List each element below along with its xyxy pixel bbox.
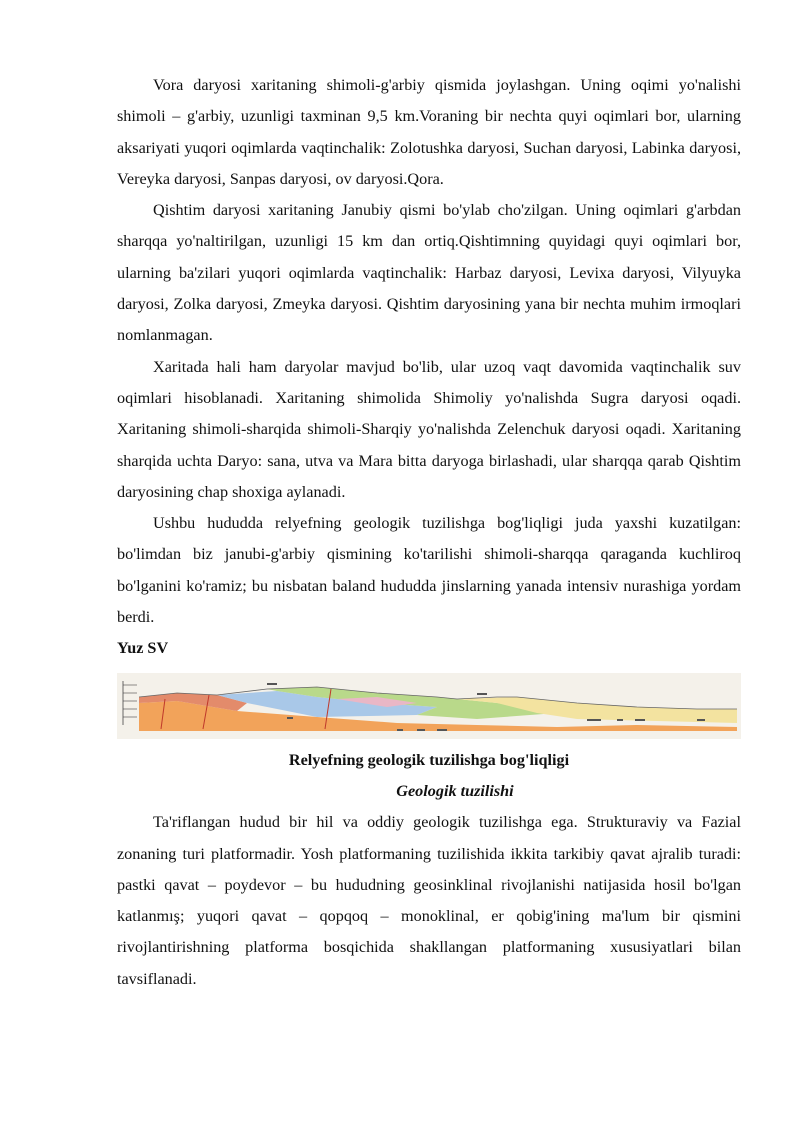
section-label: Yuz SV <box>117 639 169 658</box>
subheading-geological-structure: Geologik tuzilishi <box>396 781 514 800</box>
geological-cross-section-figure <box>117 673 741 739</box>
paragraph-temporary-streams: Xaritada hali ham daryolar mavjud bo'lib, ular uzoq vaqt davomida vaqtinchalik suv oqimlari hisoblanadi. Xaritaning shimolida Shimoliy yo'nalishda Sugra daryosi oqadi. Xaritaning shimoli-sharqida shimoli-Sharqiy yo'nalishda Zelenchuk daryosi oqadi. Xaritaning sharqida uchta Daryo: sana, utva va Mara bitta daryoga birlashadi, ular sharqqa qarab Qishtim daryosining chap shoxiga aylanadi. <box>117 357 741 501</box>
cross-section-image <box>117 673 741 739</box>
paragraph-relief-geology: Ushbu hududda relyefning geologik tuzilishga bog'liqligi juda yaxshi kuzatilgan: bo'limdan biz janubi-g'arbiy qismining ko'tarilishi shimoli-sharqqa qaraganda kuchliroq bo'lganini ko'ramiz; bu nisbatan baland hududda jinslarning yanada intensiv nurashiga yordam berdi. <box>117 514 741 627</box>
document-page <box>117 70 741 995</box>
paragraph-qishtim-river: Qishtim daryosi xaritaning Janubiy qismi bo'ylab cho'zilgan. Uning oqimlari g'arbdan sharqqa yo'naltirilgan, uzunligi 15 km dan ortiq.Qishtimning quyidagi quyi oqimlari bor, ularning ba'zilari yuqori oqimlarda vaqtinchalik: Harbaz daryosi, Levixa daryosi, Vilyuyka daryosi, Zolka daryosi, Zmeyka daryosi. Qishtim daryosining yana bir nechta muhim irmoqlari nomlanmagan. <box>117 201 741 345</box>
paragraph-vora-river: Vora daryosi xaritaning shimoli-g'arbiy qismida joylashgan. Uning oqimi yo'nalishi shimoli – g'arbiy, uzunligi taxminan 9,5 km.Voraning bir nechta quyi oqimlari bor, ularning aksariyati yuqori oqimlarda vaqtinchalik: Zolotushka daryosi, Suchan daryosi, Labinka daryosi, Vereyka daryosi, Sanpas daryosi, ov daryosi.Qora. <box>117 76 741 188</box>
figure-caption: Relyefning geologik tuzilishga bog'liqligi <box>288 750 570 769</box>
paragraph-geological-structure: Ta'riflangan hudud bir hil va oddiy geologik tuzilishga ega. Strukturaviy va Fazial zonaning turi platformadir. Yosh platformaning tuzilishida ikkita tarkibiy qavat ajralib turadi: pastki qavat – poydevor – bu hududning geosinklinal rivojlanishi natijasida hosil bo'lgan katlanmış; yuqori qavat – qopqoq – monoklinal, er qobig'ining ma'lum bir qismini rivojlantirishning platforma bosqichida shakllangan platformaning xususiyatlari bilan tavsiflanadi. <box>117 813 741 988</box>
